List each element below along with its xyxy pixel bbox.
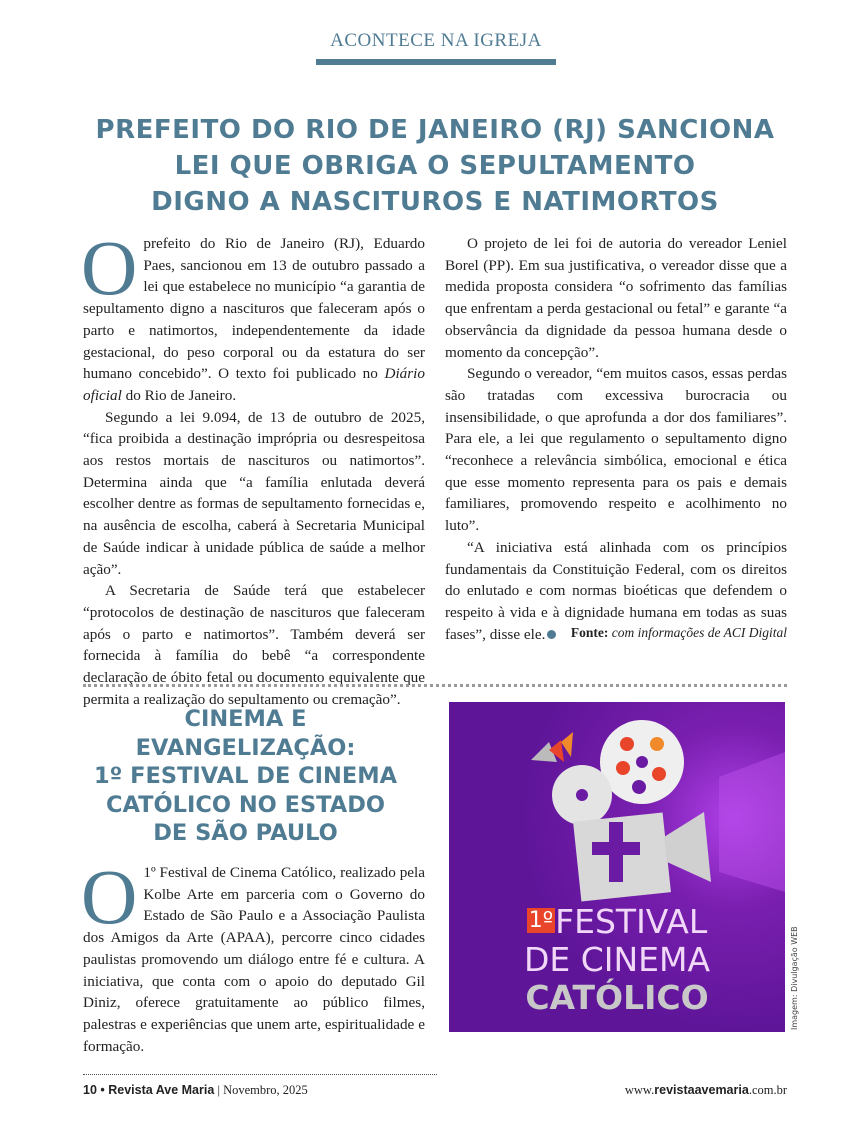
section-bar [316, 59, 556, 65]
footer-rule [83, 1074, 437, 1075]
headline-line: PREFEITO DO RIO DE JANEIRO (RJ) SANCIONA [95, 115, 775, 145]
poster-ordinal: 1º [528, 908, 554, 933]
footer-website-link[interactable] [625, 1083, 787, 1098]
headline-line: 1º FESTIVAL DE CINEMA [93, 763, 398, 789]
poster-title-line1 [449, 902, 785, 941]
headline-line: EVANGELIZAÇÃO: [135, 734, 356, 761]
article-column-right [445, 233, 787, 645]
paragraph: Segundo a lei 9.094, de 13 de outubro de 2025, “fica proibida a destinação imprópria ou desrespeitosa aos restos mortais de nascituros ou natimortos”. Determina ainda que “a família enlutada deverá escolher dentre as formas de sepultamento fornecidas e, na ausência de escolha, caberá à Secretaria Municipal de Saúde indicar à unidade pública de saúde a melhor ação”. [83, 408, 425, 578]
source-credit [571, 625, 787, 641]
url-domain: revistaavemaria [654, 1083, 749, 1097]
poster-title-line3: CATÓLICO [525, 978, 709, 1017]
paragraph: A Secretaria de Saúde terá que estabelecer “protocolos de destinação de nascituros que faleceram após o parto e natimortos”. Também deverá ser fornecida à família do bebê “a correspondente declaração de óbito fetal ou documento equivalente que permita a realização do sepultamento ou cremação”. [83, 582, 425, 708]
headline-line: DIGNO A NASCITUROS E NATIMORTOS [151, 187, 719, 217]
drop-cap: O [81, 853, 138, 940]
festival-poster-image [449, 702, 785, 1032]
article2-body [81, 853, 425, 1057]
paragraph [81, 224, 425, 407]
drop-cap: O [81, 224, 138, 311]
paragraph: O projeto de lei foi de autoria do vereador Leniel Borel (PP). Em sua justificativa, o vereador disse que a medida proposta considera “o sofrimento das famílias que enfrentam a perda gestacional ou fetal” e garante “a observância da dignidade da pessoa humana desde o momento da concepção”. [445, 235, 787, 361]
section-divider [83, 684, 787, 687]
source-text: com informações de ACI Digital [611, 625, 787, 640]
footer-page-info [83, 1083, 308, 1098]
article2-headline [83, 705, 408, 848]
source-label: Fonte: [570, 625, 609, 640]
headline-line: CATÓLICO NO ESTADO [105, 791, 386, 818]
section-label: ACONTECE NA IGREJA [330, 30, 542, 51]
publication-name: Diário oficial [83, 365, 425, 404]
poster-title-line2: DE CINEMA [523, 940, 711, 979]
issue-date: Novembro, 2025 [223, 1083, 308, 1097]
url-prefix: www. [624, 1083, 655, 1097]
paragraph: Segundo o vereador, “em muitos casos, essas perdas são tratadas com excessiva burocracia ou insensibilidade, o que aprofunda a dor dos familiares”. Para ele, a lei que regulamento o sepultamento digno “reconhece a relevância simbólica, emocional e ética que esse momento representa para os pais e demais familiares, promovendo respeito e acolhimento no luto”. [445, 365, 787, 535]
headline-line: DE SÃO PAULO [153, 820, 338, 846]
text: do Rio de Janeiro. [121, 386, 237, 404]
headline [60, 112, 810, 220]
article-column-left [81, 224, 425, 710]
headline-line: CINEMA E [184, 706, 307, 732]
text: prefeito do Rio de Janeiro (RJ), Eduardo Paes, sancionou em 13 de outubro passado a lei que estabelece no município “a garantia de sepultamento digno a nascituros que faleceram após o parto e natimortos, independentemente da idade gestacional, do peso corporal ou da estatura do ser humano concebido”. O texto foi publicado no [83, 235, 425, 383]
image-credit: Imagem: Divulgação WEB [790, 926, 799, 1030]
headline-line: LEI QUE OBRIGA O SEPULTAMENTO [174, 151, 696, 181]
url-suffix: .com.br [748, 1083, 787, 1097]
paragraph [81, 853, 425, 1057]
text: 1º Festival de Cinema Católico, realizado pela Kolbe Arte em parceria com o Governo do Estado de São Paulo e a Associação Paulista dos Amigos da Arte (APAA), percorre cinco cidades paulistas promovendo um diálogo entre fé e cultura. A iniciativa, que conta com o apoio do deputado Gil Diniz, oferece gratuitamente ao público filmes, palestras e experiências que unem arte, espiritualidade e formação. [83, 864, 425, 1055]
poster-text: FESTIVAL [555, 902, 708, 941]
separator: | [217, 1083, 220, 1097]
text: “A iniciativa está alinhada com os princípios fundamentais da Constituição Federal, com os direitos do enlutado e com normas bioéticas que defendem o respeito à vida e à dignidade humana em todas as suas fases”, disse ele. [445, 538, 787, 643]
page-number: 10 • Revista Ave Maria [83, 1083, 215, 1097]
end-dot-icon [547, 630, 556, 639]
